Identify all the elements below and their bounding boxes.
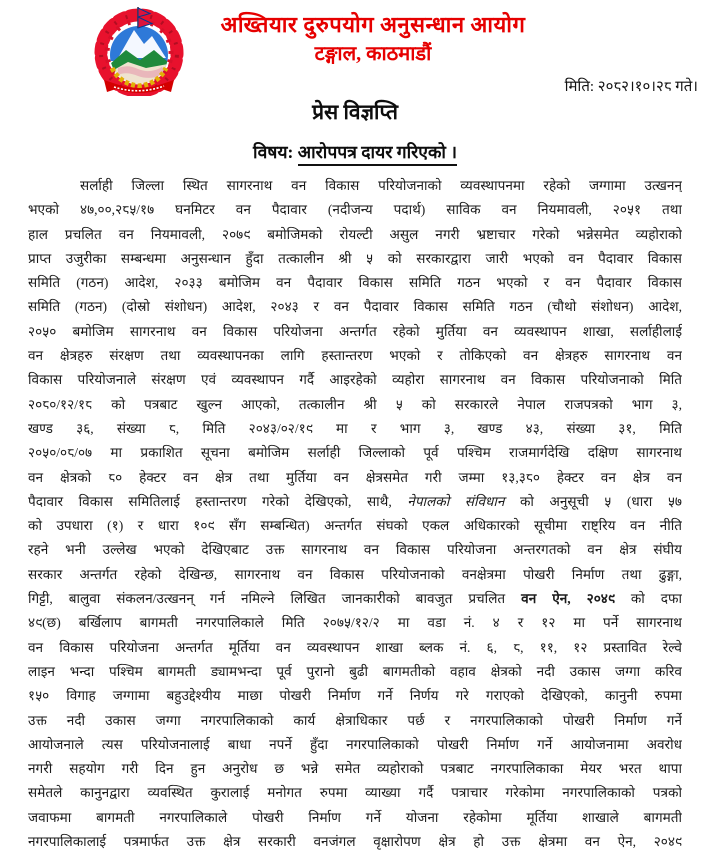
letterhead	[18, 10, 710, 68]
body-line	[28, 514, 682, 538]
body-line	[28, 441, 682, 465]
body-segment: खण्ड ३६, संख्या ८, मिति २०४३/०२/१९ मा र भाग ३, खण्ड ४३, संख्या ३१, मिति	[28, 420, 682, 436]
body-line	[28, 223, 682, 247]
body-segment: गिट्टी, बालुवा संकलन/उत्खनन् गर्न नमिल्ने लिखित जानकारीको बावजुत प्रचलित	[28, 591, 522, 607]
date-line: मिति: २०८२।१०।२८ गते।	[564, 79, 698, 95]
body-segment: समेतले कानुनद्वारा व्यवस्थित कुरालाई मनोगत रुपमा व्याख्या गर्दै पत्राचार गरेकोमा नगरपालिकाको पत्रको	[28, 785, 682, 801]
body-segment: वन ऐन, २०४९	[521, 591, 615, 607]
body-line	[28, 466, 682, 490]
body-line	[28, 417, 682, 441]
body-line	[28, 806, 682, 830]
page-title: प्रेस विज्ञप्ति	[312, 100, 398, 124]
body-segment: विकास परियोजनाले संरक्षण एवं व्यवस्थापन गर्दै आइरहेको व्यहोरा सागरनाथ वन विकास परियोजनाको मिति	[28, 372, 682, 388]
body-segment: वन विकास परियोजना अन्तर्गत मूर्तिया वन व्यवस्थापन शाखा ब्लक नं. ६, ८, ११, १२ प्रस्तावित रेल्वे	[28, 639, 682, 655]
body-segment: उक्त नदी उकास जग्गा नगरपालिकाको कार्य क्षेत्राधिकार पर्छ र नगरपालिकाको पोखरी निर्माण गर्ने	[28, 712, 682, 728]
body-segment: २०५० बमोजिम सागरनाथ वन विकास परियोजना अन्तर्गत रहेको मुर्तिया वन व्यवस्थापन शाखा, सर्लाहीलाई	[28, 323, 682, 339]
body-segment: २०५०/०८/०७ मा प्रकाशित सूचना बमोजिम सर्लाही जिल्लाको पूर्व पश्चिम राजमार्गदेखि दक्षिण सागरनाथ	[28, 445, 682, 461]
body-line	[28, 247, 682, 271]
body-line	[28, 271, 682, 295]
body-segment: वन क्षेत्रको ८० हेक्टर वन क्षेत्र तथा मुर्तिया वन क्षेत्रसमेत गरी जम्मा १३,३८० हेक्टर वन क्षेत्र वन	[28, 469, 682, 485]
body-line	[28, 393, 682, 417]
body-line	[28, 295, 682, 319]
body-segment: हाल प्रचलित वन नियमावली, २०७९ बमोजिमको रोयल्टी असुल नगरी भ्रष्टाचार गरेको भन्नेसमेत व्यहोराको	[28, 226, 682, 242]
window-edge-strip	[0, 860, 710, 864]
body-segment: समिति (गठन) (दोस्रो संशोधन) आदेश, २०४३ र वन पैदावार विकास समिति गठन (चौथो संशोधन) आदेश,	[28, 299, 682, 315]
body-line	[28, 733, 682, 757]
org-name: अख्तियार दुरुपयोग अनुसन्धान आयोग	[220, 12, 526, 37]
body-segment: नगरपालिकालाई पत्रमार्फत उक्त क्षेत्र सरकारी वनजंगल वृक्षारोपण क्षेत्र हो उक्त क्षेत्रमा वन ऐन, २०४९	[28, 834, 682, 850]
subject-label: विषय:	[253, 142, 294, 162]
body-segment: नेपालको संविधान	[407, 493, 505, 509]
body-line	[28, 368, 682, 392]
body-line	[28, 684, 682, 708]
body-segment: ४९(छ) बर्खिलाप बागमती नगरपालिकाले मिति २०७५/१२/२ मा वडा नं. ४ र १२ मा पर्ने सागरनाथ	[28, 615, 682, 631]
body-line	[28, 344, 682, 368]
body-line	[28, 320, 682, 344]
body-line	[28, 174, 682, 198]
body-segment: नगरी सहयोग गरी दिन हुन अनुरोध छ भन्ने समेत व्यहोराको पत्रबाट नगरपालिकाका मेयर भरत थापा	[28, 761, 682, 777]
body-line	[28, 636, 682, 660]
body-line	[28, 587, 682, 611]
body-segment: समिति (गठन) आदेश, २०३३ बमोजिम वन पैदावार विकास समिति गठन भएको र वन पैदावार विकास	[28, 275, 682, 291]
body-segment: को अनुसूची ५ (धारा ५७	[504, 493, 682, 509]
org-address: टङ्गाल, काठमाडौं	[314, 43, 432, 65]
body-segment: सरकार अन्तर्गत रहेको देखिन्छ, सागरनाथ वन विकास परियोजनाको वनक्षेत्रमा पोखरी निर्माण तथा ढुङ्गा,	[28, 566, 682, 582]
body-text	[28, 174, 682, 854]
body-segment: २०८०/१२/१८ को पत्रबाट खुल्न आएको, तत्कालीन श्री ५ को सरकारले नेपाल राजपत्रको भाग ३,	[28, 396, 682, 412]
body-segment: को उपधारा (१) र धारा १०९ सँग सम्बन्धित) अन्तर्गत संघको एकल अधिकारको सूचीमा राष्ट्रिय वन नीति	[28, 518, 682, 534]
body-line	[28, 538, 682, 562]
body-segment: १५० विगाह जग्गामा बहुउद्देश्यीय माछा पोखरी निर्माण गर्ने निर्णय गरे गराएको देखिएको, कानुनी रुपमा	[28, 688, 682, 704]
subject-line	[0, 140, 710, 164]
body-line	[28, 563, 682, 587]
body-line	[28, 611, 682, 635]
body-segment: वन क्षेत्रहरु संरक्षण तथा व्यवस्थापनका लागि हस्तान्तरण भएको र तोकिएको वन क्षेत्रहरु सागरनाथ वन	[28, 348, 682, 364]
body-line	[28, 757, 682, 781]
body-line	[28, 781, 682, 805]
body-line	[28, 198, 682, 222]
body-segment: को दफा	[614, 591, 682, 607]
body-line	[28, 490, 682, 514]
body-line	[28, 709, 682, 733]
body-segment: भएको ४७,००,२८५/१७ घनमिटर वन पैदावार (नदीजन्य पदार्थ) साविक वन नियमावली, २०५१ तथा	[28, 202, 682, 218]
body-segment: सर्लाही जिल्ला स्थित सागरनाथ वन विकास परियोजनाको व्यवस्थापनमा रहेको जग्गामा उत्खनन्	[80, 178, 682, 193]
body-segment: जवाफमा बागमती नगरपालिकाले पोखरी निर्माण गर्ने योजना रहेकोमा मूर्तिया शाखाले बागमती	[28, 809, 682, 825]
body-segment: पैदावार विकास समितिलाई हस्तान्तरण गरेको देखिएको, साथै,	[28, 493, 408, 509]
body-segment: लाइन भन्दा पश्चिम बागमती ड्यामभन्दा पूर्व पुरानो बुढी बागमतीको वहाव क्षेत्रको नदी उकास जग्गा करिव	[28, 663, 682, 679]
body-segment: प्राप्त उजुरीका सम्बन्धमा अनुसन्धान हुँदा तत्कालीन श्री ५ को सरकारद्वारा जारी भएको वन पैदावार विकास	[28, 250, 682, 266]
body-line	[28, 830, 682, 854]
body-segment: आयोजनाले त्यस परियोजनालाई बाधा नपर्ने हुँदा नगरपालिकाको पोखरी निर्माण गर्ने आयोजनामा अवरोध	[28, 736, 682, 752]
body-line	[28, 660, 682, 684]
body-segment: रहने भनी उल्लेख भएको देखिएबाट उक्त सागरनाथ वन विकास परियोजना अन्तरगतको वन क्षेत्र संघीय	[28, 542, 682, 558]
subject-text: आरोपपत्र दायर गरिएको ।	[298, 142, 457, 166]
